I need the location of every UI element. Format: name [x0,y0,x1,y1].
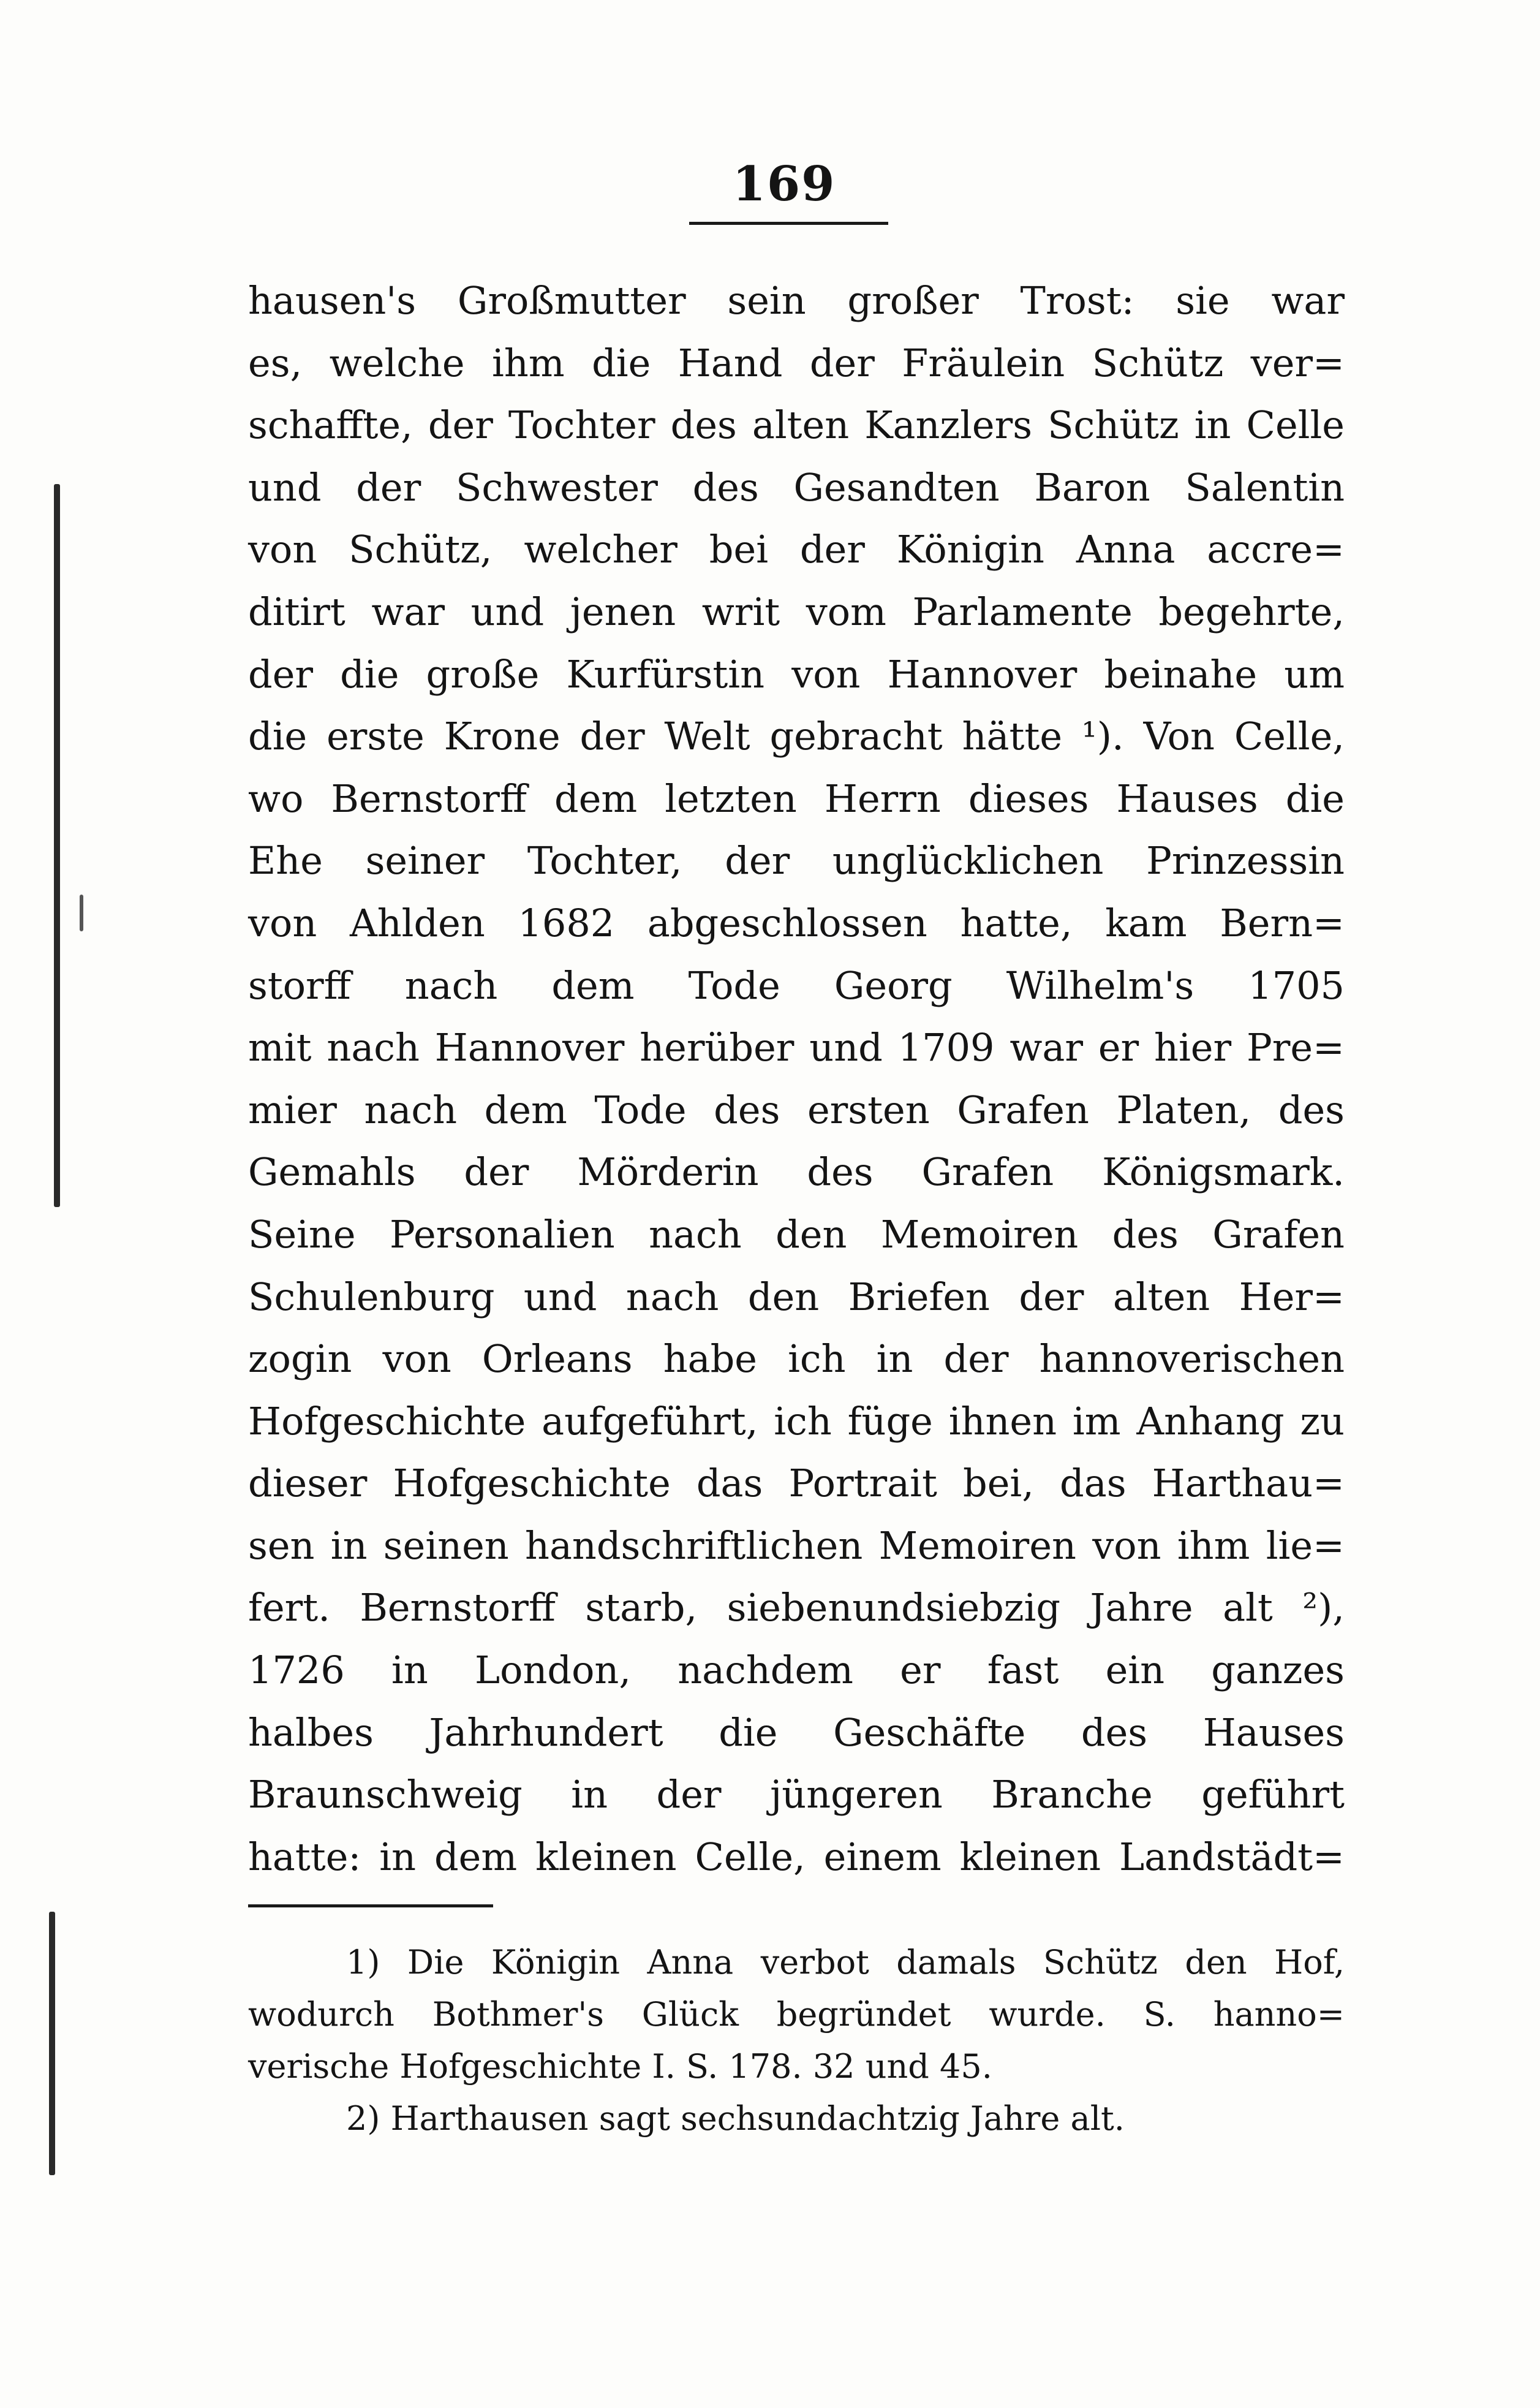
footnote-1-line: wodurch Bothmer's Glück begründet wurde. S. hanno= [248,1995,1345,2034]
text-line: Gemahls der Mörderin des Grafen Königsmark. [248,1149,1345,1195]
text-line: der die große Kurfürstin von Hannover beinahe um [248,651,1345,697]
text-line: zogin von Orleans habe ich in der hannoverischen [248,1336,1345,1382]
text-line: und der Schwester des Gesandten Baron Salentin [248,464,1345,510]
text-line: ditirt war und jenen writ vom Parlamente begehrte, [248,589,1345,634]
text-line: hausen's Großmutter sein großer Trost: sie war [248,278,1345,323]
text-line: fert. Bernstorff starb, siebenundsiebzig Jahre alt ²), [248,1585,1345,1630]
scan-edge-mark [49,1912,55,2175]
text-line: schaffte, der Tochter des alten Kanzlers Schütz in Celle [248,403,1345,448]
text-line: storff nach dem Tode Georg Wilhelm's 1705 [248,963,1345,1008]
text-line: es, welche ihm die Hand der Fräulein Schütz ver= [248,340,1345,385]
body-text [248,270,1345,1888]
footnote-2-line: 2) Harthausen sagt sechsundachtzig Jahre alt. [346,2099,1125,2138]
text-line: Braunschweig in der jüngeren Branche geführt [248,1772,1345,1817]
text-line: mit nach Hannover herüber und 1709 war er hier Pre= [248,1025,1345,1070]
text-line: sen in seinen handschriftlichen Memoiren von ihm lie= [248,1523,1345,1568]
text-line: Hofgeschichte aufgeführt, ich füge ihnen im Anhang zu [248,1398,1345,1444]
text-line: von Ahlden 1682 abgeschlossen hatte, kam Bern= [248,900,1345,945]
scan-edge-mark [54,484,60,1207]
text-line: Schulenburg und nach den Briefen der alten Her= [248,1274,1345,1319]
text-line: hatte: in dem kleinen Celle, einem kleinen Landstädt= [248,1834,1345,1879]
text-line: Seine Personalien nach den Memoiren des Grafen [248,1211,1345,1257]
page-number-rule [689,222,888,225]
text-line: halbes Jahrhundert die Geschäfte des Hauses [248,1709,1345,1755]
footnote-rule [248,1904,493,1907]
text-line: die erste Krone der Welt gebracht hätte ¹). Von Celle, [248,714,1345,759]
footnote-1-line: verische Hofgeschichte I. S. 178. 32 und 45. [248,2047,992,2086]
text-line: 1726 in London, nachdem er fast ein ganzes [248,1648,1345,1693]
scan-edge-mark [80,895,83,931]
text-line: Ehe seiner Tochter, der unglücklichen Prinzessin [248,838,1345,884]
text-line: von Schütz, welcher bei der Königin Anna accre= [248,527,1345,572]
footnote-1-line: 1) Die Königin Anna verbot damals Schütz den Hof, [346,1943,1345,1982]
page-number: 169 [732,156,836,212]
footnotes [248,1936,1345,2145]
text-line: dieser Hofgeschichte das Portrait bei, das Harthau= [248,1461,1345,1506]
text-line: mier nach dem Tode des ersten Grafen Platen, des [248,1087,1345,1132]
text-line: wo Bernstorff dem letzten Herrn dieses Hauses die [248,776,1345,821]
